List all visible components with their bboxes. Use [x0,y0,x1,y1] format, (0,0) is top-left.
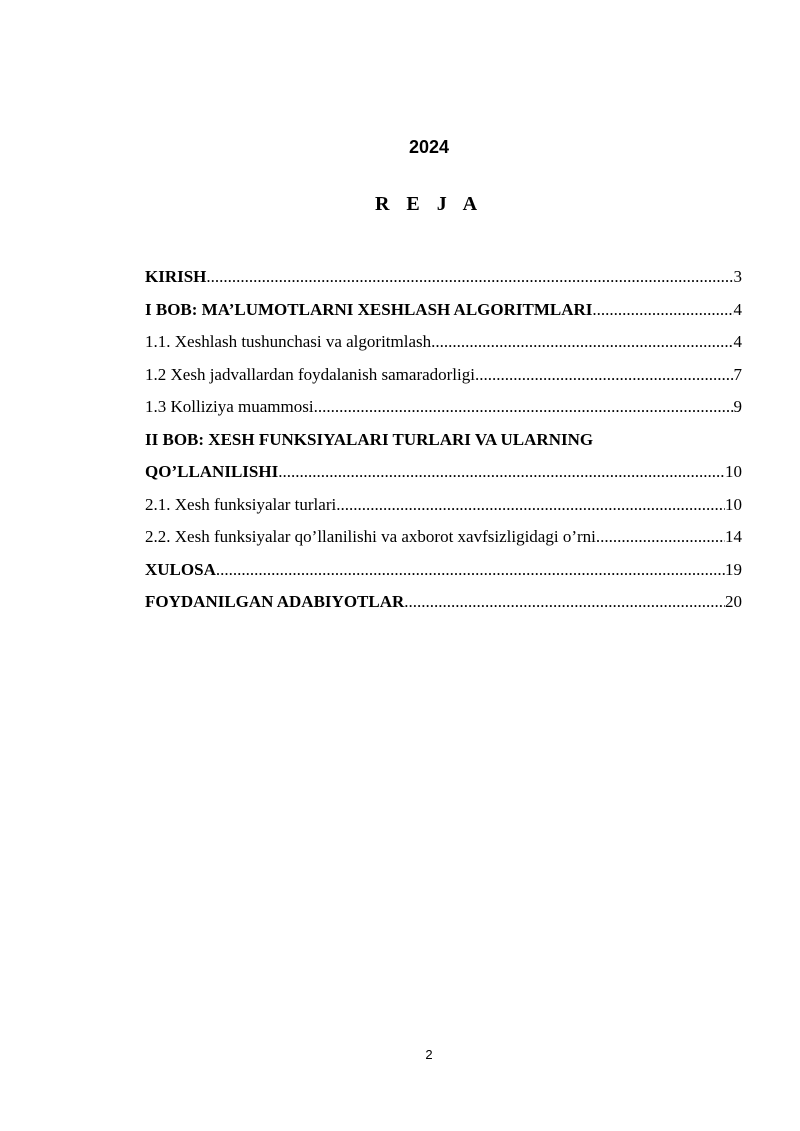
table-of-contents [145,262,742,620]
toc-entry-page: 7 [733,364,742,384]
toc-entry-page: 14 [725,527,742,546]
toc-entry-label: 1.2 Xesh jadvallardan foydalanish samaradorligi [145,364,475,384]
toc-entry-page: 10 [725,494,742,514]
toc-entry-page: 9 [733,397,742,416]
dot-leader [314,392,734,421]
toc-entry-page: 4 [733,332,742,351]
toc-entry-references[interactable] [145,587,742,620]
toc-entry-page: 3 [733,267,742,286]
dot-leader [431,327,733,356]
toc-entry-section-1-1[interactable] [145,327,742,360]
page-number: 2 [425,1047,433,1062]
toc-entry-page: 19 [725,559,742,579]
toc-entry-page: 4 [733,299,742,319]
toc-entry-label: 2.1. Xesh funksiyalar turlari [145,494,337,514]
toc-entry-section-2-2[interactable] [145,522,742,555]
toc-entry-page: 20 [725,592,742,611]
dot-leader [278,457,725,486]
toc-entry-section-1-3[interactable] [145,392,742,425]
toc-entry-xulosa[interactable] [145,555,742,588]
dot-leader [206,262,733,291]
year-heading: 2024 [408,137,450,157]
dot-leader [475,360,734,389]
toc-entry-page: 10 [725,462,742,481]
toc-entry-chapter-2[interactable] [145,457,742,490]
toc-entry-chapter-2-line1[interactable]: II BOB: XESH FUNKSIYALARI TURLARI VA ULARNING [145,429,594,449]
toc-entry-chapter-1[interactable] [145,295,742,328]
toc-entry-label: I BOB: MA’LUMOTLARNI XESHLASH ALGORITMLARI [145,299,593,319]
toc-entry-label: QO’LLANILISHI [145,462,279,481]
dot-leader [404,587,725,616]
toc-entry-label: KIRISH [145,267,207,286]
dot-leader [592,295,733,324]
dot-leader [336,490,725,519]
toc-entry-section-1-2[interactable] [145,360,742,393]
toc-entry-label: FOYDANILGAN ADABIYOTLAR [145,592,405,611]
toc-entry-label: 2.2. Xesh funksiyalar qo’llanilishi va axborot xavfsizligidagi o’rni [145,527,596,546]
page-title: R E J A [374,193,484,215]
dot-leader [216,555,725,584]
toc-entry-section-2-1[interactable] [145,490,742,523]
toc-entry-label: 1.3 Kolliziya muammosi [145,397,314,416]
toc-entry-label: 1.1. Xeshlash tushunchasi va algoritmlash [145,332,432,351]
toc-entry-label: XULOSA [145,559,216,579]
dot-leader [596,522,725,551]
toc-entry-kirish[interactable] [145,262,742,295]
